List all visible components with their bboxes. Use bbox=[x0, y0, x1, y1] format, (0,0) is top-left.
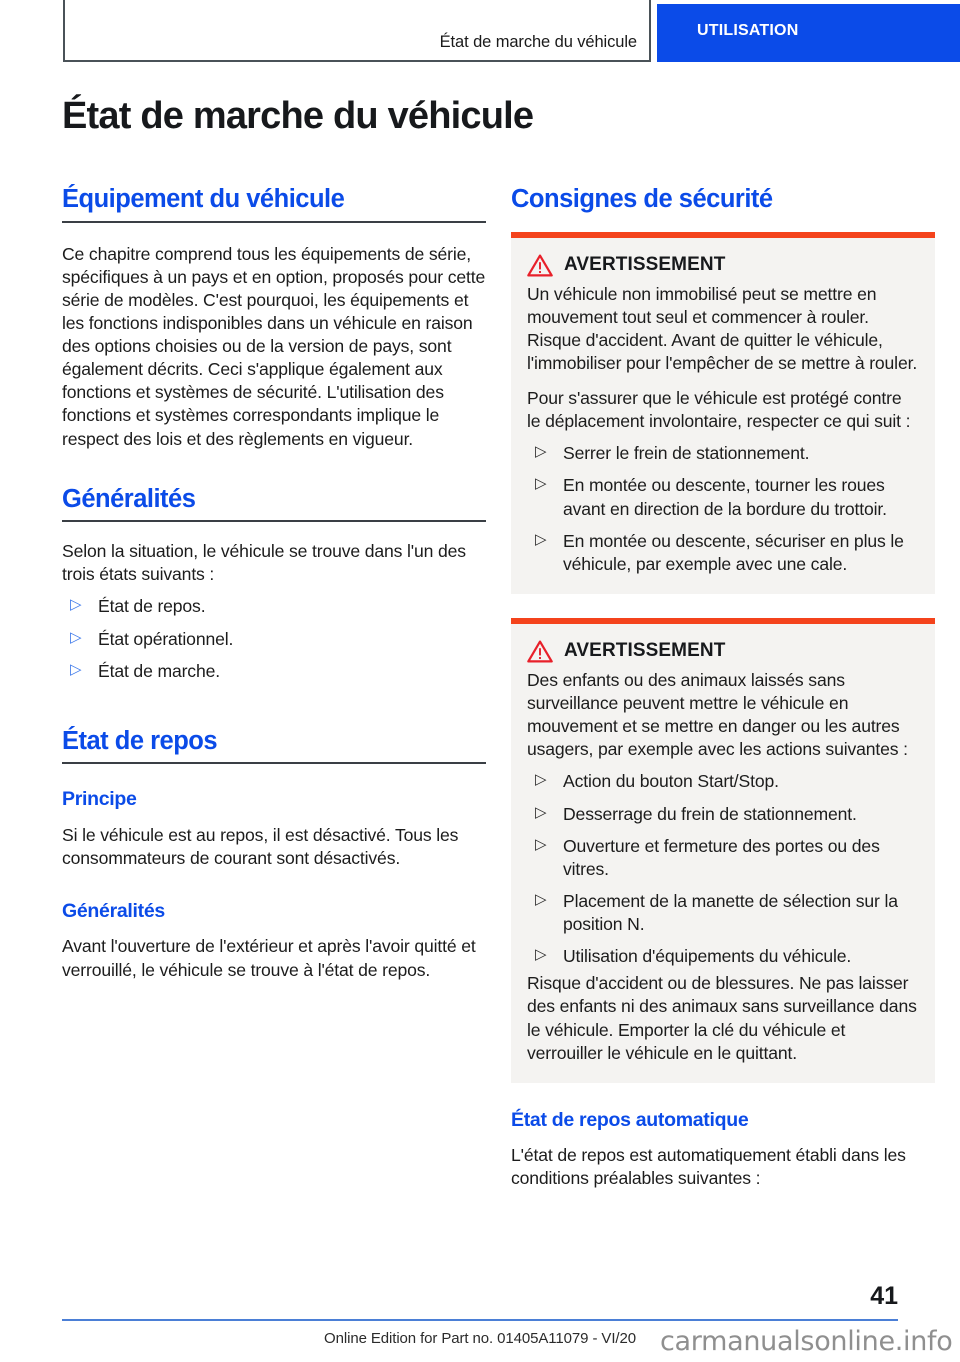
list-item bbox=[62, 595, 486, 618]
triangle-bullet-icon: ▷ bbox=[535, 803, 547, 821]
running-header-tab bbox=[63, 0, 651, 62]
list-item-label: Ouverture et fermeture des portes ou des vitres. bbox=[563, 835, 880, 879]
list-item-label: Placement de la manette de sélection sur la position N. bbox=[563, 890, 898, 935]
list-item-label: État de marche. bbox=[98, 660, 220, 681]
left-column bbox=[62, 185, 486, 982]
list-item bbox=[527, 803, 919, 826]
footer-edition-text: Online Edition for Part no. 01405A11079 - VI/20 bbox=[324, 1330, 636, 1347]
triangle-bullet-icon: ▷ bbox=[535, 475, 547, 493]
list-item bbox=[527, 474, 919, 520]
paragraph-equipement: Ce chapitre comprend tous les équipements de série, spécifiques à un pays et en option, proposés pour cette série de modèles. C'est pourquoi, les équipements et les fonctions indisponibles dans un véhicule en raison des options choisies ou de la version de pays, sont également décrits. Ceci s'applique également aux fonctions et systèmes de sécurité. L'utilisation des fonctions et systèmes correspondants implique le respect des lois et des règlements en vigueur. bbox=[62, 243, 486, 449]
warning-paragraph: Risque d'accident ou de blessures. Ne pas laisser des enfants ni des animaux sans surveillance dans le véhicule. Emporter la clé du véhicule et verrouiller le véhicule en le quittant. bbox=[527, 973, 917, 1063]
list-item bbox=[527, 945, 919, 968]
paragraph-principe: Si le véhicule est au repos, il est désactivé. Tous les consommateurs de courant sont désactivés. bbox=[62, 824, 459, 868]
warning-paragraph: Pour s'assurer que le véhicule est protégé contre le déplacement involontaire, respecter ce qui suit : bbox=[527, 388, 911, 432]
triangle-bullet-icon: ▷ bbox=[70, 596, 82, 614]
triangle-bullet-icon: ▷ bbox=[535, 835, 547, 853]
section-heading-equipement: Équipement du véhicule bbox=[62, 185, 486, 223]
section-heading-generalites: Généralités bbox=[62, 485, 486, 523]
triangle-bullet-icon: ▷ bbox=[70, 660, 82, 678]
warning-title: AVERTISSEMENT bbox=[564, 640, 726, 662]
list-item-label: État de repos. bbox=[98, 596, 206, 617]
triangle-bullet-icon: ▷ bbox=[535, 530, 547, 548]
warning-triangle-icon bbox=[527, 254, 553, 277]
warning-header bbox=[527, 254, 919, 277]
page-number: 41 bbox=[870, 1282, 898, 1310]
list-item-label: Action du bouton Start/Stop. bbox=[563, 771, 779, 792]
chapter-tab-label: UTILISATION bbox=[697, 22, 799, 39]
list-item-label: En montée ou descente, sécuriser en plus le véhicule, par exemple avec une cale. bbox=[563, 530, 904, 574]
list-item bbox=[527, 890, 919, 936]
subsection-heading-generalites-repos: Généralités bbox=[62, 900, 165, 923]
section-heading-etat-de-repos: État de repos bbox=[62, 727, 486, 765]
subsection-heading-etat-repos-automatique: État de repos automatique bbox=[511, 1108, 749, 1131]
paragraph-etat-repos-automatique: L'état de repos est automatiquement établi dans les conditions préalables suivantes : bbox=[511, 1145, 906, 1189]
warning-title: AVERTISSEMENT bbox=[564, 254, 726, 276]
bullet-list-warning-1 bbox=[527, 442, 919, 576]
triangle-bullet-icon: ▷ bbox=[70, 628, 82, 646]
list-item bbox=[527, 442, 919, 465]
warning-triangle-icon bbox=[527, 640, 553, 663]
warning-paragraph: Des enfants ou des animaux laissés sans surveillance peuvent mettre le véhicule en mouvement et se mettre en danger ou les autres usagers, par exemple avec les actions suivantes : bbox=[527, 669, 908, 760]
list-item-label: Utilisation d'équipements du véhicule. bbox=[563, 946, 852, 967]
triangle-bullet-icon: ▷ bbox=[535, 946, 547, 964]
bullet-list-warning-2 bbox=[527, 770, 919, 968]
list-item bbox=[62, 660, 486, 683]
list-item-label: Desserrage du frein de stationnement. bbox=[563, 803, 857, 824]
bullet-list-etats bbox=[62, 595, 486, 682]
list-item-label: État opérationnel. bbox=[98, 628, 234, 649]
list-item bbox=[527, 530, 919, 576]
warning-paragraph: Un véhicule non immobilisé peut se mettre en mouvement tout seul et commencer à rouler. Risque d'accident. Avant de quitter le véhicule, l'immobiliser pour l'empêcher de se mettre à rouler. bbox=[527, 283, 918, 373]
warning-header bbox=[527, 640, 919, 663]
subsection-heading-principe: Principe bbox=[62, 788, 137, 811]
paragraph-generalites-repos: Avant l'ouverture de l'extérieur et après l'avoir quitté et verrouillé, le véhicule se trouve à l'état de repos. bbox=[62, 936, 476, 980]
watermark: carmanualsonline.info bbox=[660, 1326, 953, 1357]
page-title: État de marche du véhicule bbox=[62, 95, 534, 137]
chapter-tab bbox=[657, 4, 960, 62]
running-header bbox=[0, 0, 960, 64]
warning-box-1 bbox=[511, 232, 935, 594]
list-item-label: Serrer le frein de stationnement. bbox=[563, 443, 810, 464]
warning-box-2 bbox=[511, 618, 935, 1083]
list-item bbox=[527, 835, 919, 881]
paragraph-generalites: Selon la situation, le véhicule se trouve dans l'un des trois états suivants : bbox=[62, 541, 466, 585]
footer-divider bbox=[62, 1319, 898, 1321]
list-item bbox=[527, 770, 919, 793]
triangle-bullet-icon: ▷ bbox=[535, 890, 547, 908]
list-item-label: En montée ou descente, tourner les roues avant en direction de la bordure du trottoir. bbox=[563, 475, 887, 519]
triangle-bullet-icon: ▷ bbox=[535, 771, 547, 789]
section-heading-consignes-de-securite: Consignes de sécurité bbox=[511, 185, 773, 213]
running-header-title: État de marche du véhicule bbox=[439, 33, 637, 51]
triangle-bullet-icon: ▷ bbox=[535, 443, 547, 461]
list-item bbox=[62, 628, 486, 651]
right-column bbox=[511, 185, 935, 1190]
